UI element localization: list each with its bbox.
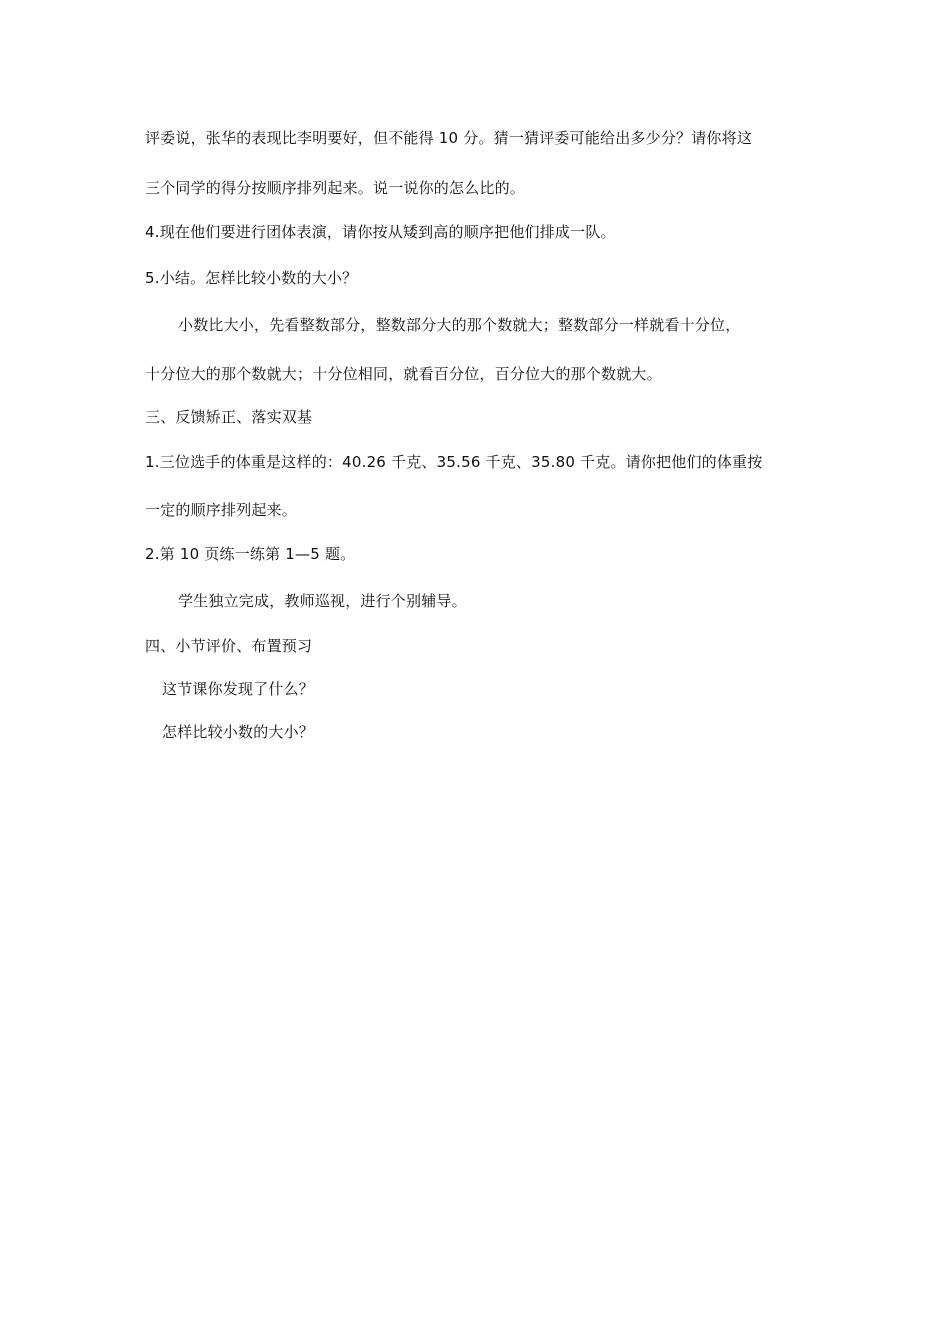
paragraph-item-5-summary: 5.小结。怎样比较小数的大小？ bbox=[145, 269, 358, 287]
paragraph-exercise-2: 2.第 10 页练一练第 1—5 题。 bbox=[145, 545, 356, 563]
paragraph-judge-comment: 评委说，张华的表现比李明要好，但不能得 10 分。猜一猜评委可能给出多少分？请你将这 bbox=[145, 129, 753, 147]
paragraph-student-practice: 学生独立完成，教师巡视，进行个别辅导。 bbox=[178, 592, 467, 610]
paragraph-exercise-1-continued: 一定的顺序排列起来。 bbox=[145, 501, 298, 519]
paragraph-exercise-1: 1.三位选手的体重是这样的：40.26 千克、35.56 千克、35.80 千克。请你把他们的体重按 bbox=[145, 453, 763, 471]
paragraph-item-4: 4.现在他们要进行团体表演，请你按从矮到高的顺序把他们排成一队。 bbox=[145, 223, 616, 241]
paragraph-summary-rule-2: 十分位大的那个数就大；十分位相同，就看百分位，百分位大的那个数就大。 bbox=[145, 365, 662, 383]
section-heading-evaluation: 四、小节评价、布置预习 bbox=[145, 637, 313, 655]
paragraph-rank-scores: 三个同学的得分按顺序排列起来。说一说你的怎么比的。 bbox=[145, 179, 526, 197]
paragraph-summary-rule-1: 小数比大小，先看整数部分，整数部分大的那个数就大；整数部分一样就看十分位， bbox=[178, 316, 741, 334]
section-heading-feedback: 三、反馈矫正、落实双基 bbox=[145, 408, 313, 426]
paragraph-question-discovery: 这节课你发现了什么？ bbox=[162, 680, 315, 698]
paragraph-question-compare: 怎样比较小数的大小？ bbox=[162, 723, 315, 741]
